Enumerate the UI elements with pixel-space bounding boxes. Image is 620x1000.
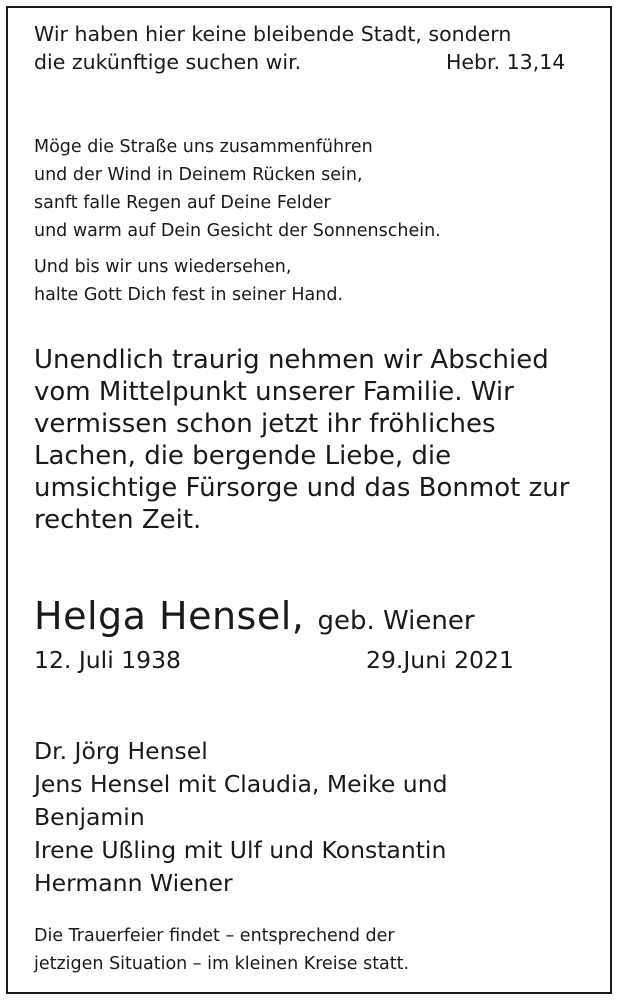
notice-line: jetzigen Situation – im kleinen Kreise statt. xyxy=(34,954,410,974)
mourner-line: Hermann Wiener xyxy=(34,869,233,897)
mourner-line: Dr. Jörg Hensel xyxy=(34,737,208,765)
verse-line-1: Wir haben hier keine bleibende Stadt, sondern xyxy=(34,22,512,46)
mourner-line: Jens Hensel mit Claudia, Meike und xyxy=(34,770,448,798)
birth-date: 12. Juli 1938 xyxy=(34,646,182,674)
farewell-line: vermissen schon jetzt ihr fröhliches xyxy=(34,409,496,439)
mourner-line: Irene Ußling mit Ulf und Konstantin xyxy=(34,836,447,864)
blessing-line: Möge die Straße uns zusammenführen xyxy=(34,137,373,157)
notice-line: Die Trauerfeier findet – entsprechend der xyxy=(34,926,395,946)
blessing-line: und warm auf Dein Gesicht der Sonnenschein. xyxy=(34,221,441,241)
farewell-line: rechten Zeit. xyxy=(34,505,202,535)
mourner-line: Benjamin xyxy=(34,803,145,831)
deceased-birth-name: geb. Wiener xyxy=(317,606,475,636)
deceased-name: Helga Hensel, xyxy=(34,594,305,638)
farewell-line: Unendlich traurig nehmen wir Abschied xyxy=(34,345,549,375)
verse-line-2: die zukünftige suchen wir. xyxy=(34,50,302,74)
blessing-line: Und bis wir uns wiedersehen, xyxy=(34,257,292,277)
obituary-frame xyxy=(6,6,612,994)
farewell-line: vom Mittelpunkt unserer Familie. Wir xyxy=(34,377,514,407)
blessing-line: und der Wind in Deinem Rücken sein, xyxy=(34,165,363,185)
farewell-line: umsichtige Fürsorge und das Bonmot zur xyxy=(34,473,570,503)
farewell-line: Lachen, die bergende Liebe, die xyxy=(34,441,452,471)
deceased-name-line xyxy=(34,594,475,638)
verse-reference: Hebr. 13,14 xyxy=(446,50,566,74)
blessing-line: sanft falle Regen auf Deine Felder xyxy=(34,193,331,213)
death-date: 29.Juni 2021 xyxy=(366,646,514,674)
blessing-line: halte Gott Dich fest in seiner Hand. xyxy=(34,285,344,305)
